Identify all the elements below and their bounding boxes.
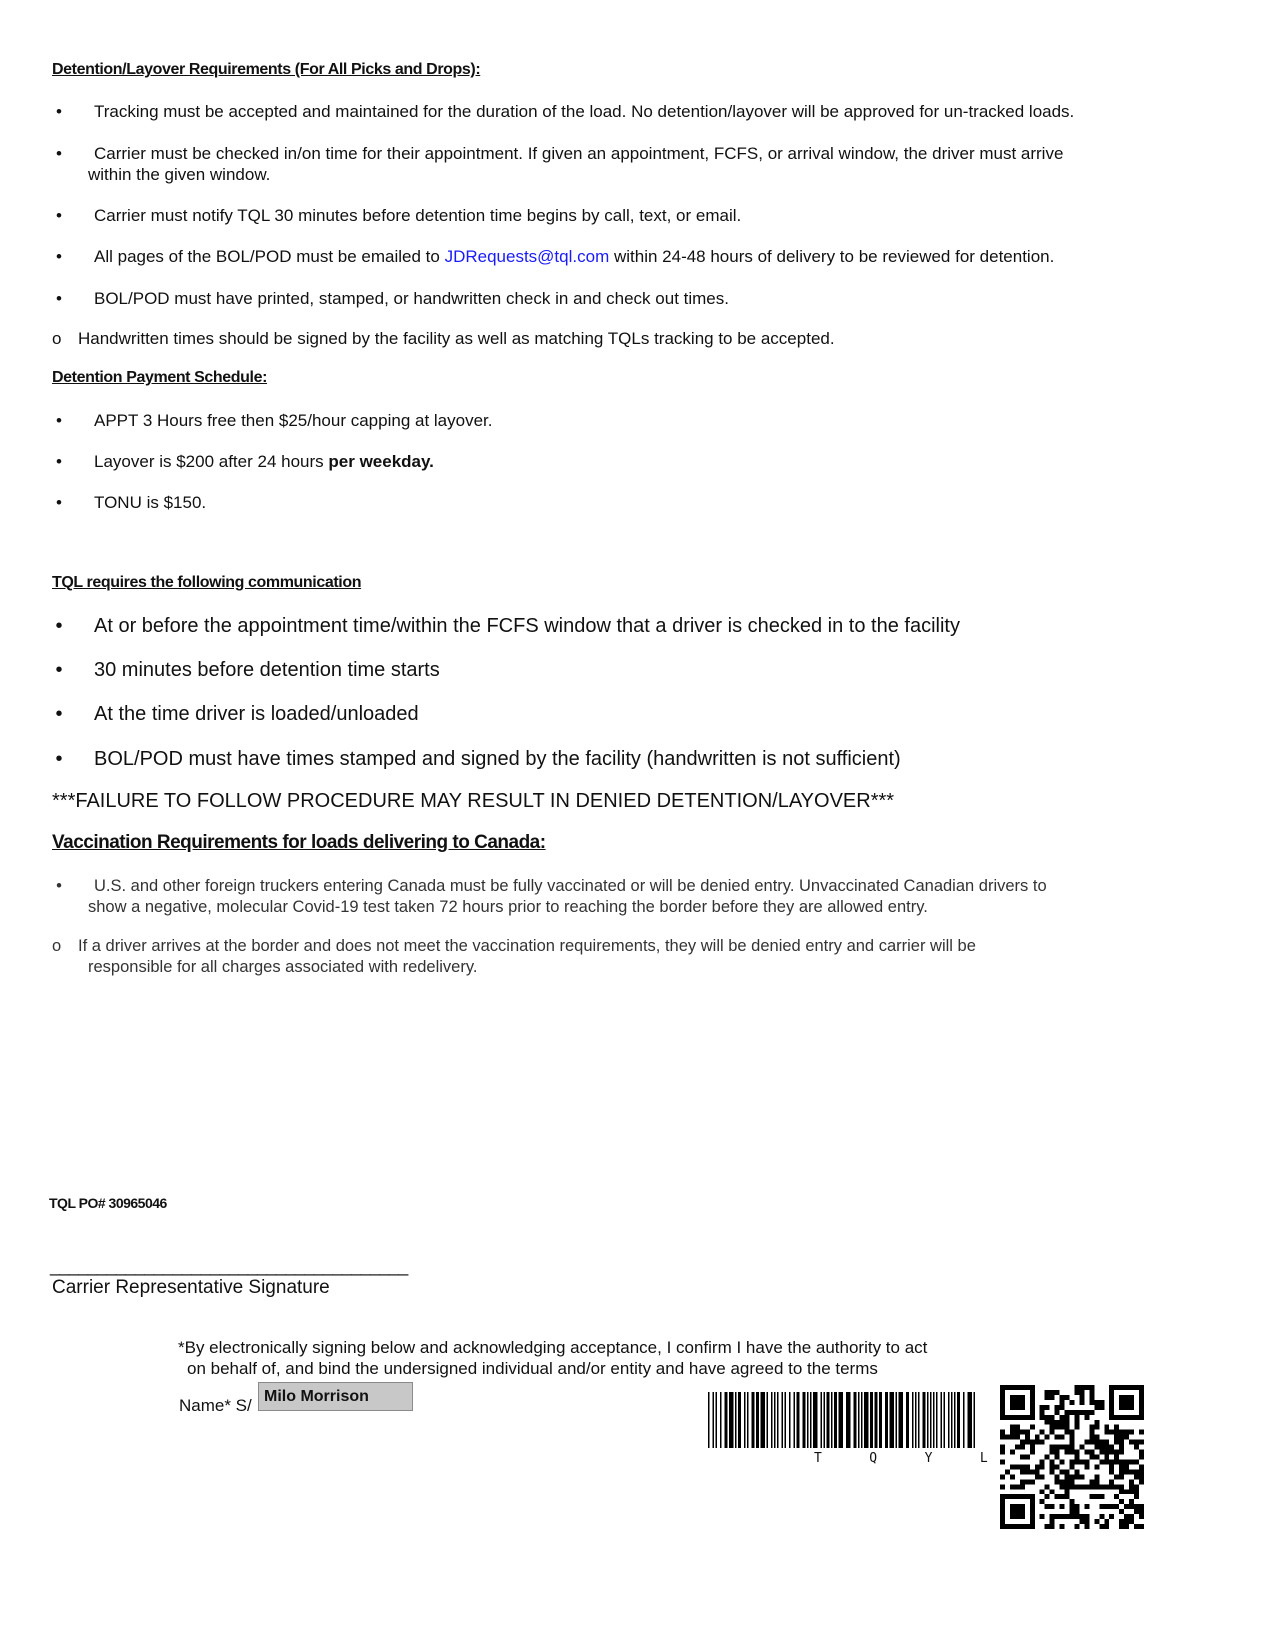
- email-link[interactable]: JDRequests@tql.com: [444, 247, 610, 266]
- signature-label: Carrier Representative Signature: [52, 1277, 330, 1298]
- bullet-icon: •: [56, 289, 62, 308]
- bullet-icon: •: [56, 247, 62, 266]
- bullet-icon: •: [56, 452, 62, 471]
- barcode-icon: [706, 1392, 980, 1452]
- bullet-icon: •: [55, 659, 63, 681]
- sub-bullet-icon: o: [52, 937, 62, 955]
- bullet-icon: •: [56, 411, 62, 430]
- detention-bullet-2: • Carrier must be checked in/on time for their appointment. If given an appointment, FCFS, or arrival window, the driver must arrive within the given window.: [52, 143, 1232, 185]
- bullet-icon: •: [56, 877, 62, 895]
- barcode-caption: T Q Y L: [814, 1451, 994, 1466]
- sub-bullet-icon: o: [52, 329, 62, 348]
- name-label: Name* S/: [179, 1396, 252, 1415]
- esign-statement: *By electronically signing below and acknowledging acceptance, I confirm I have the authority to act on behalf of, and bind the undersigned individual and/or entity and have agreed to the terms: [178, 1338, 928, 1378]
- bullet-icon: •: [56, 493, 62, 512]
- detention-subbullet: o Handwritten times should be signed by the facility as well as matching TQLs tracking to be accepted.: [52, 329, 835, 348]
- bullet-icon: •: [56, 102, 62, 121]
- bullet-icon: •: [56, 144, 62, 163]
- bullet-icon: •: [55, 703, 63, 725]
- qr-code-icon: [1000, 1385, 1144, 1529]
- detention-heading: Detention/Layover Requirements (For All Picks and Drops):: [52, 61, 481, 78]
- name-field[interactable]: Milo Morrison: [258, 1382, 413, 1411]
- payment-heading: Detention Payment Schedule:: [52, 369, 268, 386]
- po-number: TQL PO# 30965046: [49, 1195, 167, 1211]
- communication-heading: TQL requires the following communication: [52, 574, 362, 591]
- bullet-icon: •: [56, 206, 62, 225]
- vaccination-subbullet: o If a driver arrives at the border and does not meet the vaccination requirements, they will be denied entry and carrier will be responsible for all charges associated with redelivery.: [52, 937, 976, 976]
- vaccination-bullet: • U.S. and other foreign truckers entering Canada must be fully vaccinated or will be denied entry. Unvaccinated Canadian drivers to show a negative, molecular Covid-19 test taken 72 hours prior to reaching the border before they are allowed entry.: [52, 876, 1232, 918]
- vaccination-heading: Vaccination Requirements for loads delivering to Canada:: [52, 832, 546, 853]
- failure-warning: ***FAILURE TO FOLLOW PROCEDURE MAY RESULT IN DENIED DETENTION/LAYOVER***: [52, 790, 895, 812]
- signature-line: ______________________________________: [50, 1256, 408, 1276]
- bullet-icon: •: [55, 748, 63, 770]
- bullet-icon: •: [55, 615, 63, 637]
